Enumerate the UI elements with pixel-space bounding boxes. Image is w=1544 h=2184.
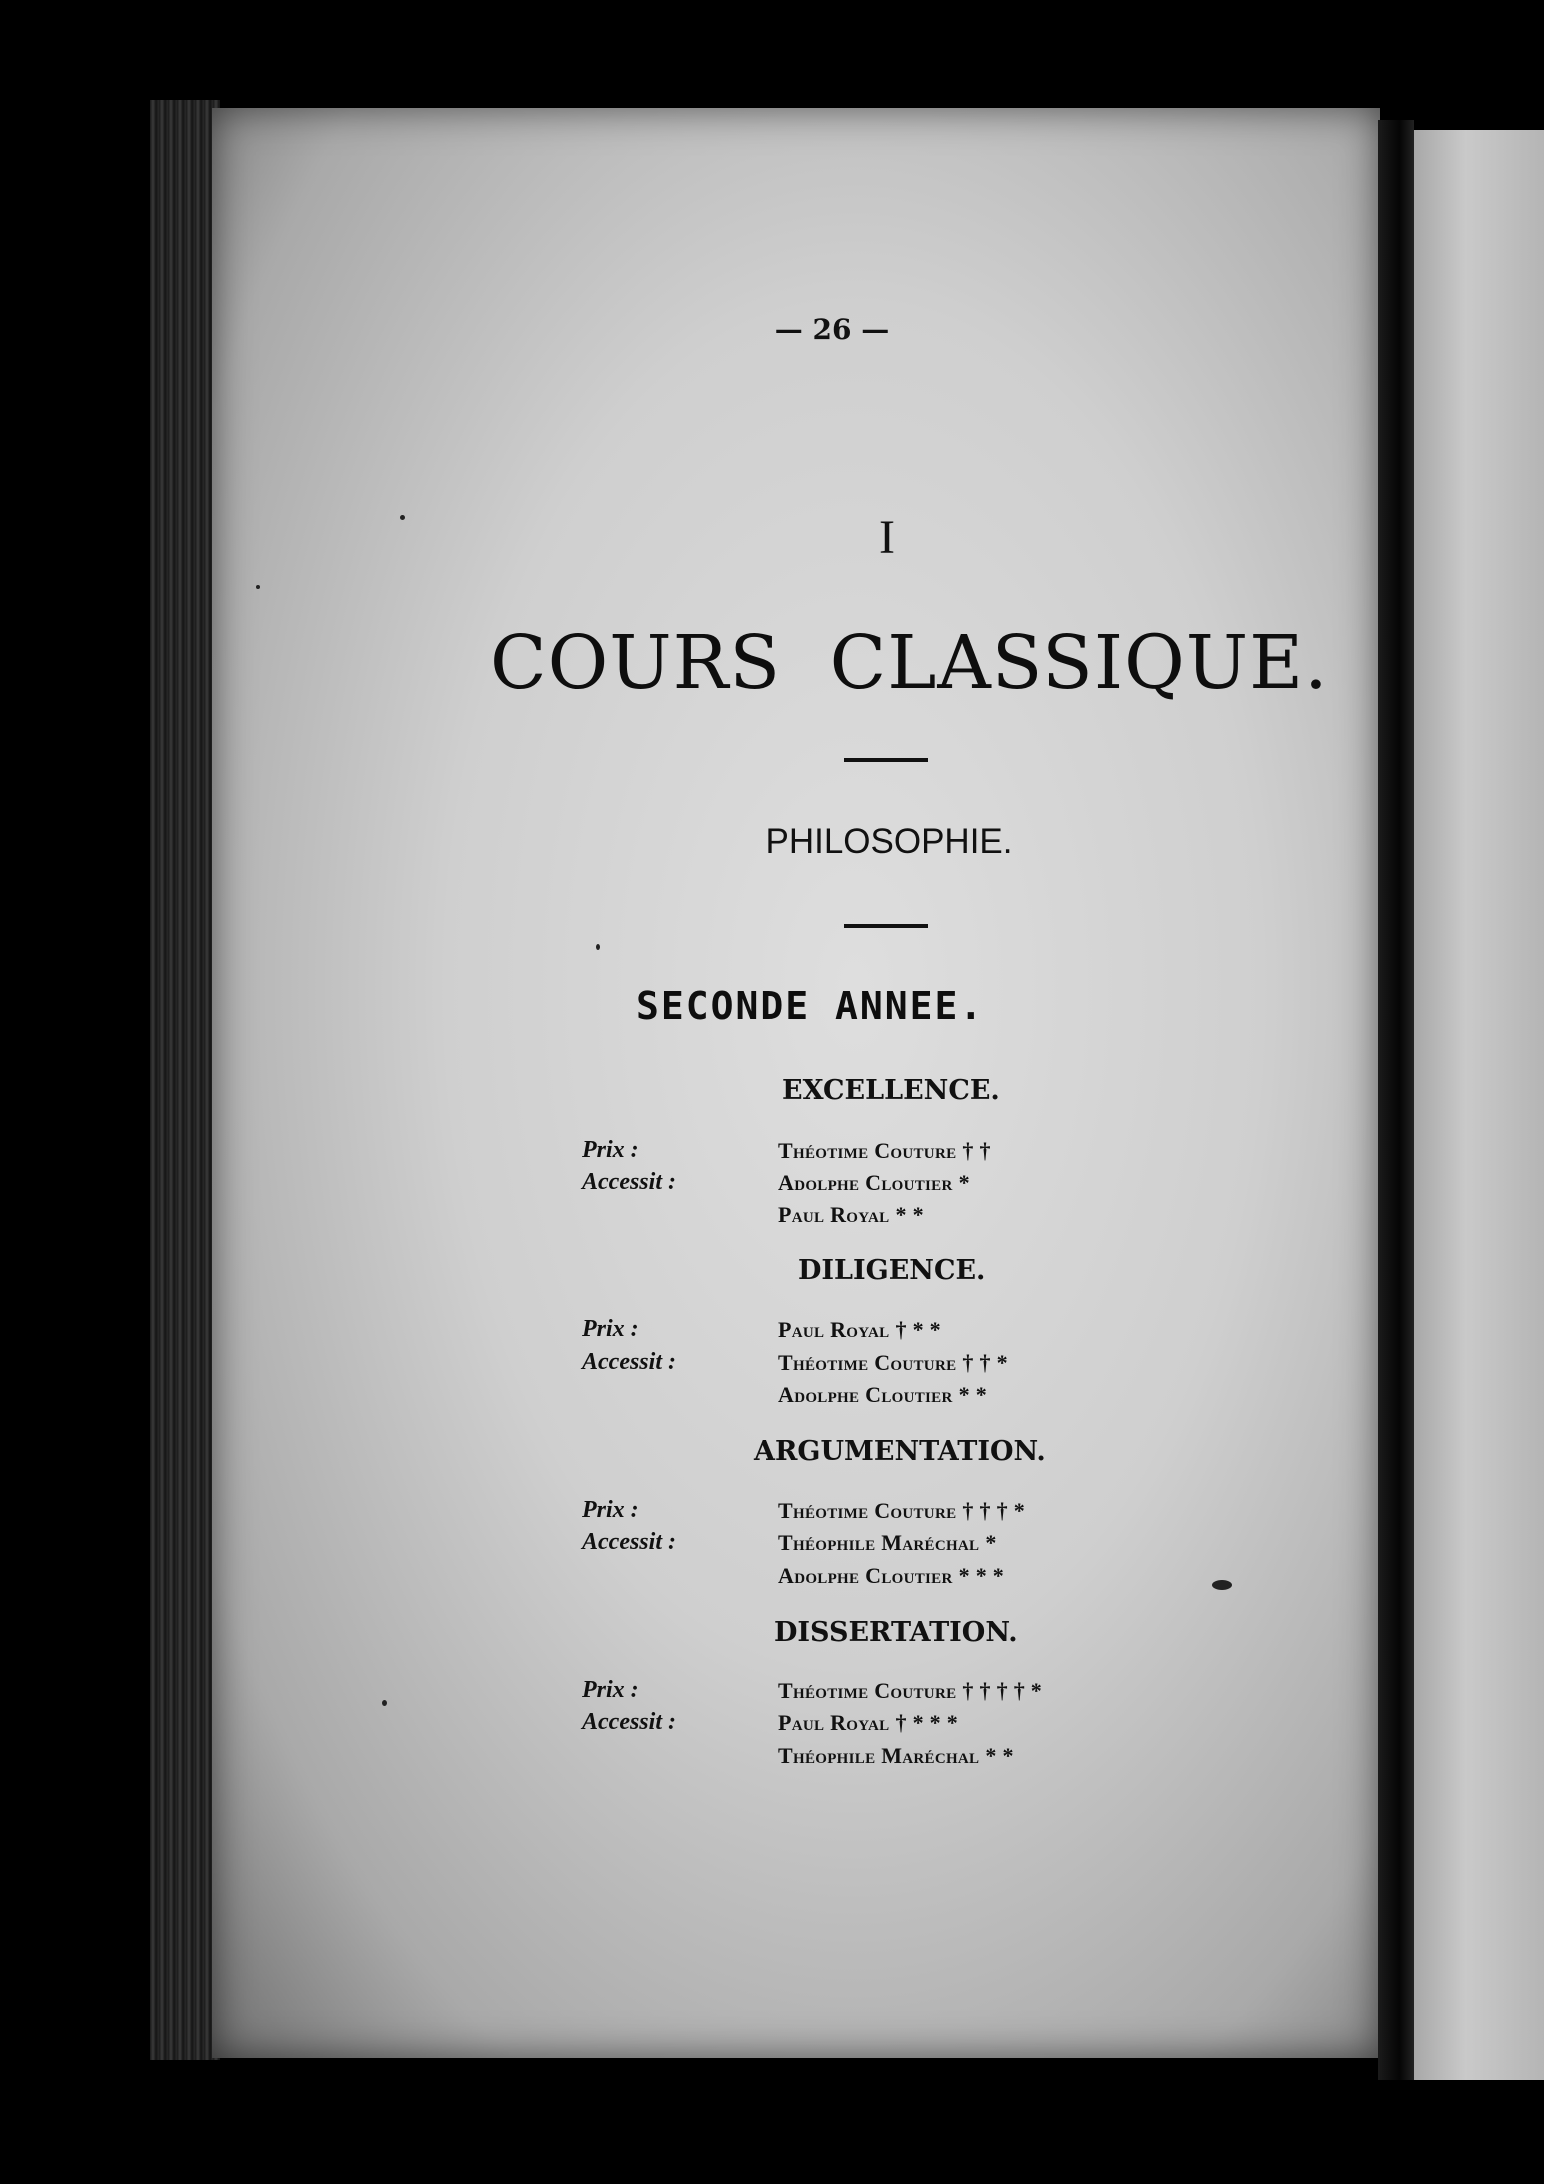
category-heading: EXCELLENCE.	[782, 1075, 1000, 1106]
award-label: Prix :	[582, 1497, 639, 1523]
student-name: Théotime Couture † † *	[778, 1350, 1008, 1375]
scan-speck	[596, 944, 600, 950]
award-label: Accessit :	[582, 1169, 676, 1195]
page-number: — 26 —	[774, 313, 890, 346]
student-name: Théotime Couture † † † † *	[778, 1678, 1043, 1703]
award-label: Prix :	[582, 1316, 639, 1342]
student-name: Théotime Couture † † † *	[778, 1498, 1025, 1523]
award-marks: *	[958, 1170, 970, 1195]
book-gutter	[1378, 120, 1414, 2080]
scan-speck	[400, 515, 405, 520]
student-name: Adolphe Cloutier * *	[778, 1382, 988, 1407]
category-heading: DISSERTATION.	[774, 1617, 1018, 1648]
award-marks: † † † † *	[962, 1678, 1043, 1703]
award-marks: † * * *	[895, 1710, 959, 1735]
award-label: Accessit :	[582, 1529, 676, 1555]
award-marks: * * *	[958, 1563, 1005, 1588]
student-name: Paul Royal † * *	[778, 1317, 941, 1342]
award-label: Prix :	[582, 1677, 639, 1703]
award-marks: *	[985, 1530, 997, 1555]
award-label: Accessit :	[582, 1349, 676, 1375]
award-marks: * *	[985, 1743, 1014, 1768]
student-name: Théophile Maréchal *	[778, 1530, 997, 1555]
divider-rule	[844, 924, 928, 928]
divider-rule	[844, 758, 928, 762]
award-marks: † † *	[962, 1350, 1008, 1375]
student-name: Théotime Couture † †	[778, 1138, 991, 1163]
page-title: COURS CLASSIQUE.	[490, 620, 1329, 706]
award-marks: † * *	[895, 1317, 941, 1342]
student-name: Paul Royal * *	[778, 1202, 924, 1227]
book-page-edges	[150, 100, 220, 2060]
category-heading: ARGUMENTATION.	[754, 1436, 1046, 1467]
year-heading: SECONDE ANNEE.	[636, 984, 985, 1028]
award-marks: † † † *	[962, 1498, 1025, 1523]
award-marks: † †	[962, 1138, 991, 1163]
scan-speck	[1212, 1580, 1232, 1590]
award-label: Accessit :	[582, 1709, 676, 1735]
category-heading: DILIGENCE.	[798, 1255, 986, 1286]
student-name: Paul Royal † * * *	[778, 1710, 959, 1735]
student-name: Théophile Maréchal * *	[778, 1743, 1014, 1768]
award-marks: * *	[958, 1382, 988, 1407]
student-name: Adolphe Cloutier * * *	[778, 1563, 1005, 1588]
award-label: Prix :	[582, 1137, 639, 1163]
facing-page-edge	[1414, 130, 1544, 2080]
section-numeral: I	[879, 511, 895, 564]
scan-speck	[382, 1700, 387, 1706]
subject-heading: PHILOSOPHIE.	[765, 822, 1013, 861]
scan-speck	[256, 585, 260, 589]
award-marks: * *	[895, 1202, 924, 1227]
student-name: Adolphe Cloutier *	[778, 1170, 970, 1195]
